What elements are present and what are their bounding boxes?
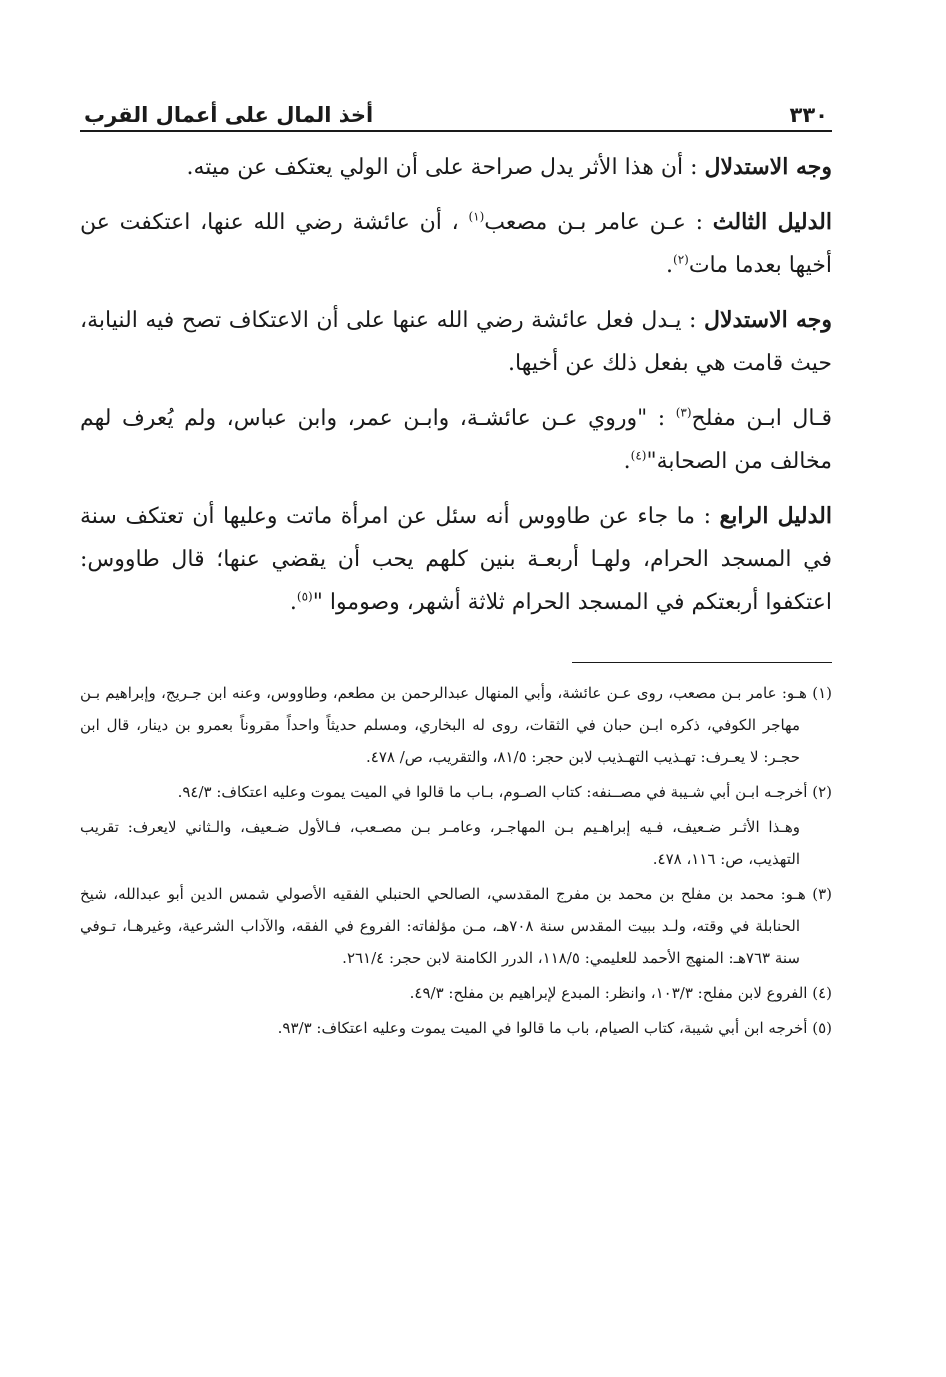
- paragraph-3: [80, 299, 832, 385]
- paragraph-lead: وجه الاستدلال: [703, 307, 832, 333]
- footnote-ref: (٥): [296, 589, 313, 604]
- page-header: [80, 88, 832, 132]
- footnote-ref: (٣): [675, 405, 692, 420]
- paragraph-2: [80, 201, 832, 287]
- paragraph-text: ، أن عائشة رضي الله عنها، اعتكفت عن أخيها بعدما مات: [80, 210, 832, 278]
- page-number: ٣٣٠: [789, 103, 828, 127]
- footnote-2: (٢) أخرجـه ابـن أبي شـيبة في مصــنفه: كتاب الصـوم، بـاب ما قالوا في الميت يموت وعليه اعتكاف: ٩٤/٣.: [177, 783, 832, 801]
- footnote-2-continuation: وهـذا الأثـر ضـعيف، فـيه إبراهـيم بـن المهاجـر، وعامـر بـن مصـعب، فـالأول ضـعيف، والـثاني لايعرف: تقريب التهذيب، ص: ١١٦، ٤٧٨.: [80, 818, 800, 868]
- footnote-1: (١) هـو: عامر بـن مصعب، روى عـن عائشة، وأبي المنهال عبدالرحمن بن مطعم، وطاووس، وعنه ابن جـريج، وإبراهيم بـن مهاجر الكوفي، ذكره ابـن حبان في الثقات، روى له البخاري، ومسلم حديثاً واحداً مقروناً بعمرو بن دينار، قال ابن حجـر: لا يعـرف: تهـذيب التهـذيب لابن حجر: ٨١/٥، والتقريب، ص/ ٤٧٨.: [80, 684, 832, 766]
- paragraph-text: : يـدل فعل عائشة رضي الله عنها على أن الاعتكاف تصح فيه النيابة، حيث قامت هي بفعل ذلك عن أخيها.: [80, 308, 832, 376]
- paragraph-text: قـال ابـن مفلح: [691, 406, 832, 431]
- footnote-5: (٥) أخرجه ابن أبي شيبة، كتاب الصيام، باب ما قالوا في الميت يموت وعليه اعتكاف: ٩٣/٣.: [277, 1019, 832, 1037]
- paragraph-text: : أن هذا الأثر يدل صراحة على أن الولي يعتكف عن ميته.: [186, 155, 698, 180]
- paragraph-text: .: [666, 253, 674, 278]
- book-page: [80, 88, 832, 1047]
- paragraph-text: : عـن عامر بـن مصعب: [484, 210, 704, 235]
- footnote-ref: (١): [468, 209, 485, 224]
- footnote-4: (٤) الفروع لابن مفلح: ١٠٣/٣، وانظر: المبدع لإبراهيم بن مفلح: ٤٩/٣.: [409, 984, 832, 1002]
- main-text: [80, 146, 832, 624]
- paragraph-lead: وجه الاستدلال: [704, 154, 832, 180]
- paragraph-lead: الدليل الرابع: [719, 503, 832, 529]
- footnote-ref: (٢): [673, 252, 689, 267]
- paragraph-text: : ما جاء عن طاووس أنه سئل عن امرأة ماتت وعليها أن تعتكف سنة في المسجد الحرام، ولهـا أربعـة بنين كلهم يحب أن يقضي عنها؛ قال طاووس: اعتكفوا أربعتكم في المسجد الحرام ثلاثة أشهر، وصوموا ": [80, 504, 832, 615]
- footnote-3: (٣) هـو: محمد بن مفلح بن محمد بن مفرج المقدسي، الصالحي الحنبلي الفقيه الأصولي شمس الدين أبو عبدالله، شيخ الحنابلة في وقته، ولـد ببيت المقدس سنة ٧٠٨هـ، مـن مؤلفاته: الفروع في الفقه، والآداب الشرعية، وغيرهـا، تـوفي سنة ٧٦٣هـ: المنهج الأحمد للعليمي: ١١٨/٥، الدرر الكامنة لابن حجر: ٢٦١/٤.: [80, 885, 833, 967]
- footnote-separator: [572, 662, 832, 663]
- paragraph-4: [80, 397, 832, 483]
- footnotes: [80, 677, 832, 1044]
- paragraph-text: .: [289, 590, 297, 615]
- paragraph-text: .: [623, 449, 631, 474]
- paragraph-lead: الدليل الثالث: [712, 209, 833, 235]
- paragraph-5: [80, 495, 832, 624]
- running-title: أخذ المال على أعمال القرب: [84, 103, 374, 127]
- paragraph-1: [80, 146, 832, 189]
- paragraph-text: : "وروي عـن عائشـة، وابـن عمر، وابن عباس، ولم يُعرف لهم مخالف من الصحابة": [80, 406, 832, 474]
- footnote-ref: (٤): [630, 448, 647, 463]
